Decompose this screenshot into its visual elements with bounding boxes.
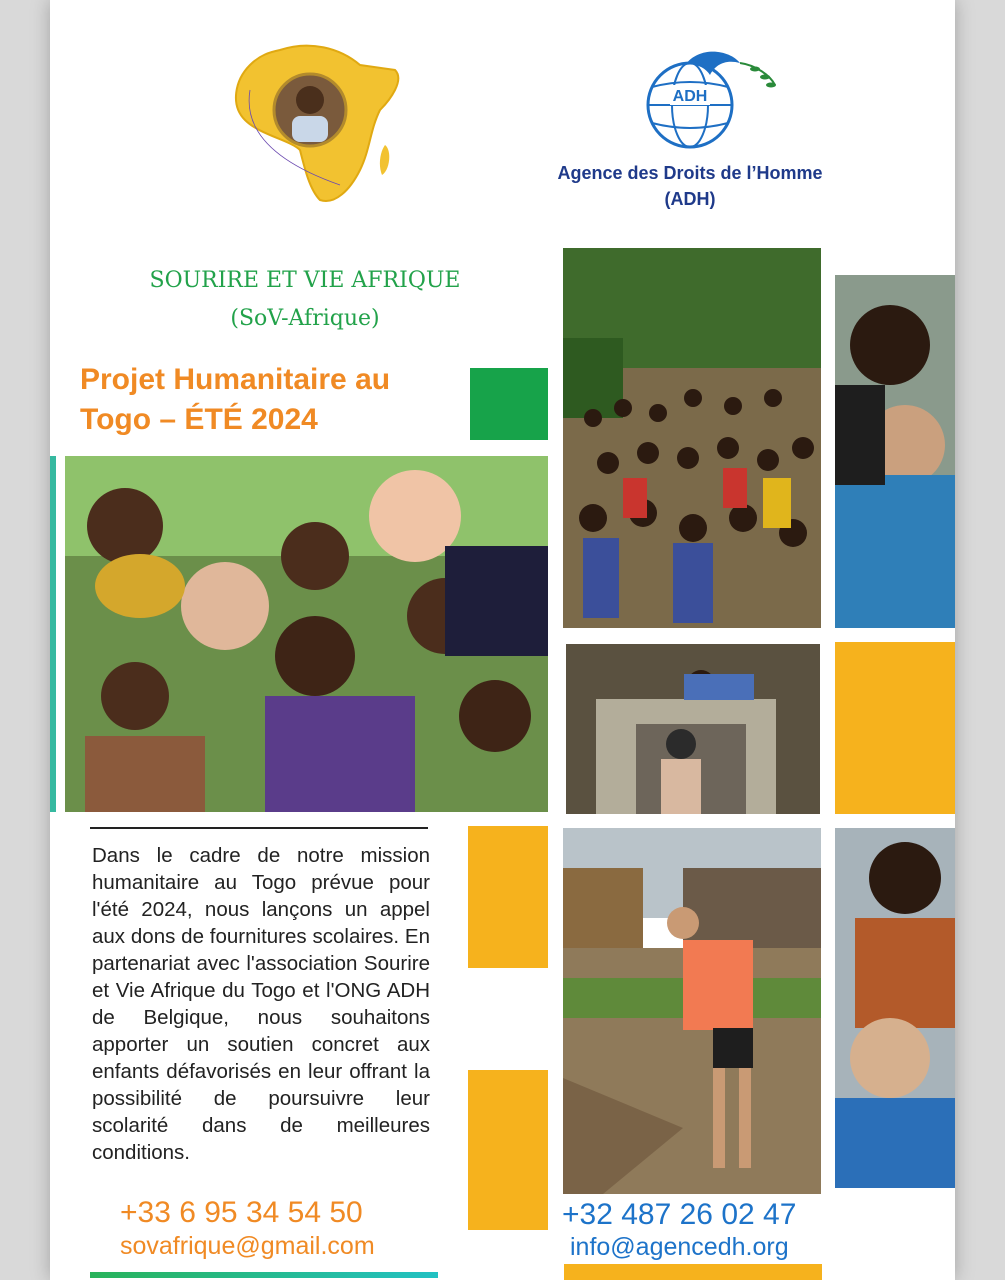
orange-accent-block — [564, 1264, 822, 1280]
divider — [90, 827, 428, 829]
adh-mark-text: ADH — [672, 88, 708, 105]
orange-accent-block — [468, 1070, 548, 1230]
photo-village-crowd — [563, 248, 821, 628]
adh-name-line2: (ADH) — [664, 189, 716, 209]
photo-construction — [566, 644, 820, 814]
project-title — [80, 360, 470, 440]
flyer-page — [50, 0, 955, 1280]
sov-email-address[interactable]: sovafrique@gmail.com — [120, 1232, 375, 1260]
photo-child-on-shoulders — [835, 828, 955, 1188]
orange-accent-block — [468, 826, 548, 968]
sov-afrique-logo — [220, 40, 410, 210]
adh-email-address[interactable]: info@agencedh.org — [570, 1233, 789, 1261]
adh-name-line1: Agence des Droits de l’Homme — [557, 163, 823, 183]
teal-accent-bar — [50, 456, 56, 812]
org-title: SOURIRE ET VIE AFRIQUE — [149, 268, 461, 293]
photo-children-group — [65, 456, 548, 812]
org-subtitle: (SoV-Afrique) — [230, 306, 380, 331]
photo-volunteer-digging — [563, 828, 821, 1194]
green-accent-block — [470, 368, 548, 440]
photo-child-and-volunteer — [835, 275, 955, 628]
divider — [90, 1272, 438, 1278]
adh-name — [530, 160, 850, 212]
sov-phone-number[interactable]: +33 6 95 34 54 50 — [120, 1196, 363, 1229]
adh-phone-number[interactable]: +32 487 26 02 47 — [562, 1198, 797, 1231]
orange-accent-block — [835, 642, 955, 814]
adh-dove-globe-logo — [630, 45, 790, 155]
project-title-line1: Projet Humanitaire au — [80, 363, 391, 396]
project-title-line2: Togo – ÉTÉ 2024 — [80, 403, 318, 436]
appeal-paragraph: Dans le cadre de notre mission humanitaire au Togo prévue pour l'été 2024, nous lançons un appel aux dons de fournitures scolaires. En partenariat avec l'association Sourire et Vie Afrique du Togo et l'ONG ADH de Belgique, nous souhaitons apporter un soutien concret aux enfants défavorisés en leur offrant la possibilité de poursuivre leur scolarité dans de meilleures conditions. — [92, 844, 430, 1164]
